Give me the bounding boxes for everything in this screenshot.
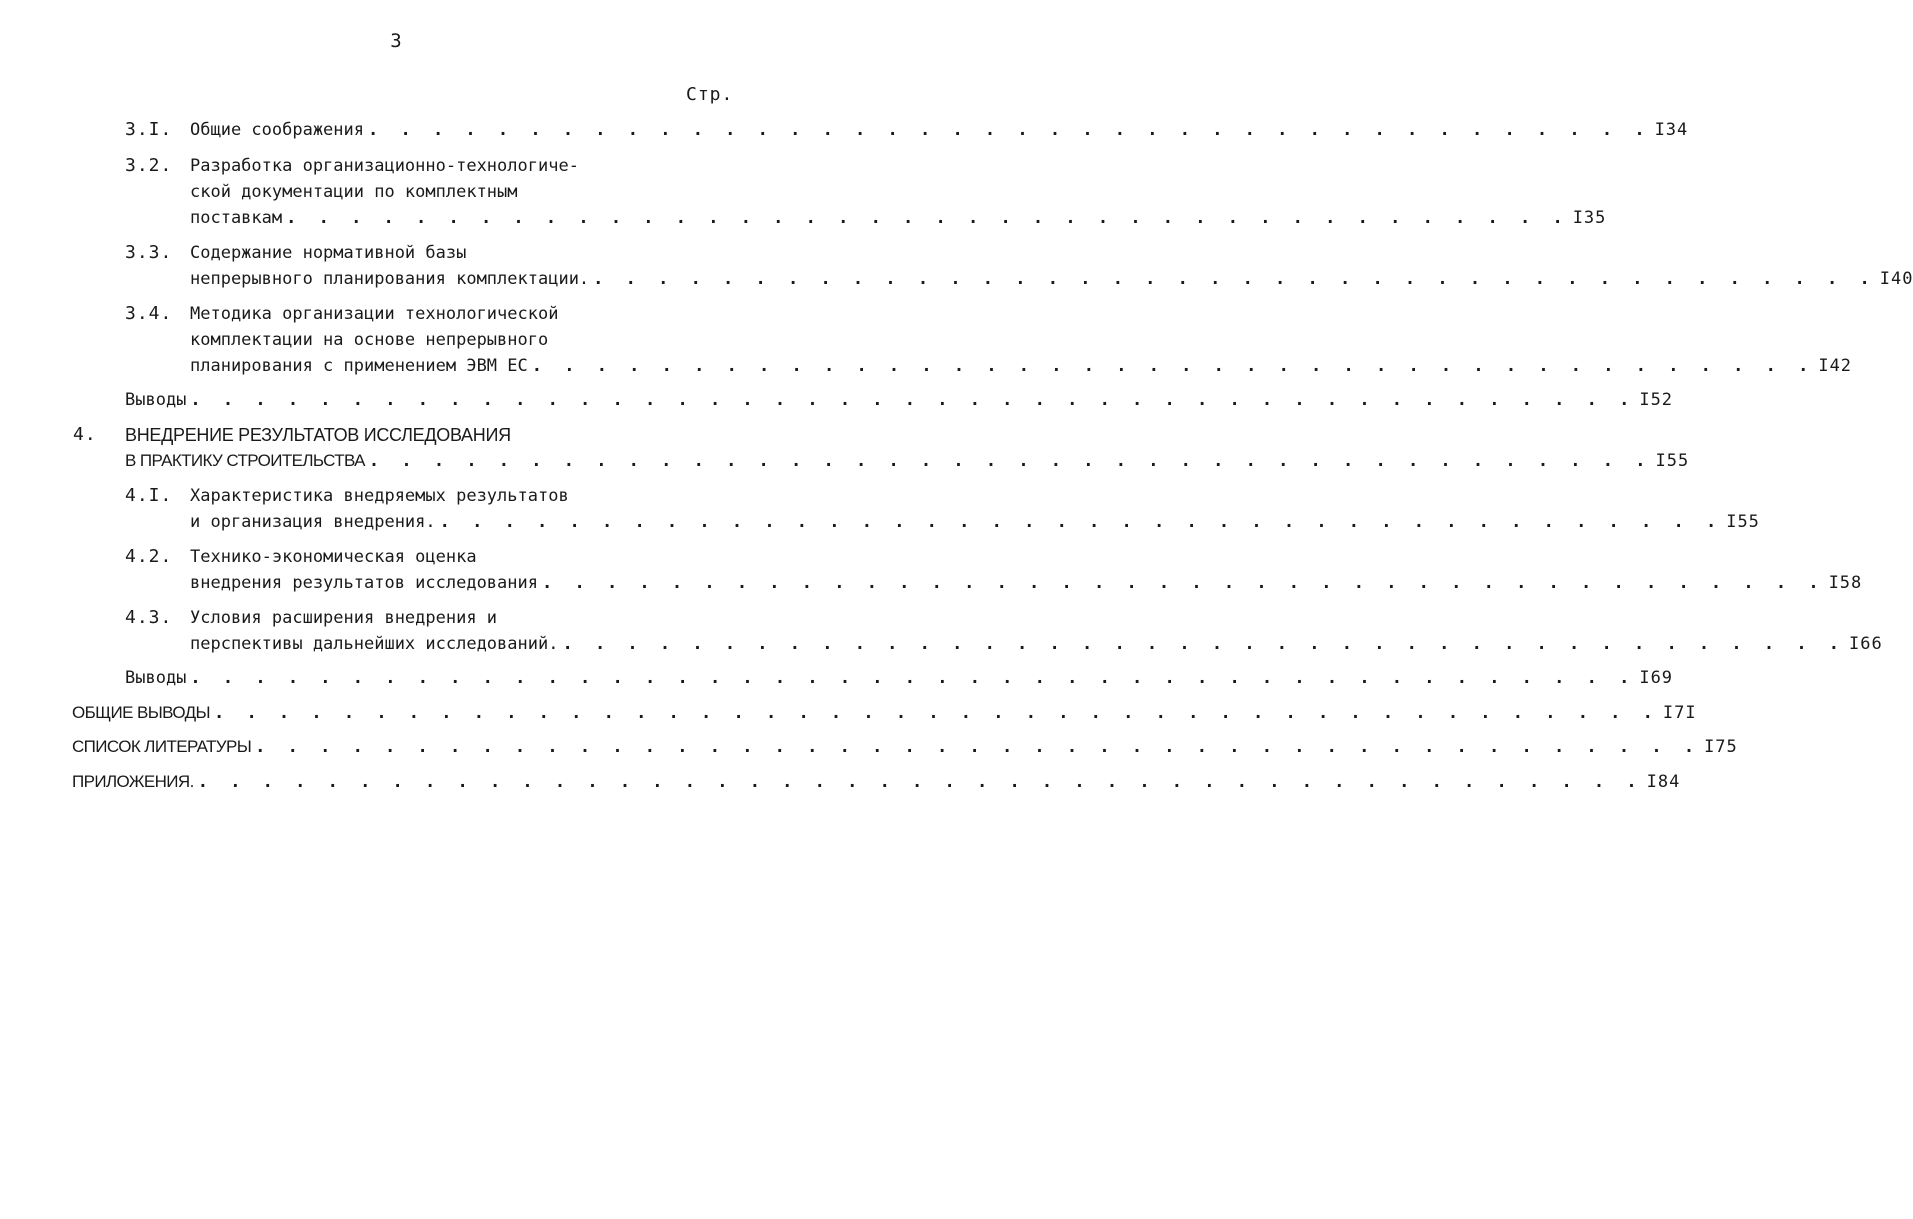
dot-leader: . . . . . . . . . . . . . . . . . . . . . . . . . . . . . . . . . . . . . . . .: [542, 573, 1825, 593]
toc-page-number: I75: [1704, 737, 1738, 757]
toc-entry-conclusions-3[interactable]: [125, 387, 1674, 413]
dot-leader: . . . . . . . . . . . . . . . . . . . . . . . . . . . . . . . . . . . . . . . . . . . . .: [255, 737, 1701, 757]
toc-number: 3.I.: [125, 119, 173, 140]
toc-entry-title: Условия расширения внедрения и: [190, 608, 498, 628]
toc-entry-appendix[interactable]: [72, 769, 1681, 795]
toc-entry-title: перспективы дальнейших исследований.: [190, 634, 559, 654]
toc-page-number: I40: [1879, 269, 1913, 289]
toc-number: 4.I.: [125, 485, 173, 506]
dot-leader: . . . . . . . . . . . . . . . . . . . . . . . . . . . . . . . . . . . . . . . . . . . . .: [213, 703, 1659, 723]
toc-page-number: I84: [1646, 772, 1681, 792]
toc-page-number: I58: [1828, 573, 1863, 593]
dot-leader: . . . . . . . . . . . . . . . . . . . . . . . . . . . . . . . . . . . . . . . . . . . . .: [197, 772, 1643, 792]
toc-entry-3-1[interactable]: [190, 117, 1689, 143]
toc-number: 3.4.: [125, 303, 173, 324]
toc-page-number: I55: [1655, 451, 1690, 471]
dot-leader: . . . . . . . . . . . . . . . . . . . . . . . . . . . . . . . . . . . . . . . .: [439, 512, 1723, 532]
toc-entry-references[interactable]: [72, 734, 1738, 760]
toc-entry-title: Характеристика внедряемых результатов: [190, 486, 569, 506]
toc-chapter-title: В ПРАКТИКУ СТРОИТЕЛЬСТВА: [125, 451, 365, 470]
toc-entry-title: ПРИЛОЖЕНИЯ.: [72, 772, 194, 791]
toc-entry-title: комплектации на основе непрерывного: [190, 330, 549, 350]
toc-entry-title: Общие соображения: [190, 120, 364, 140]
toc-entry-title: поставкам: [190, 208, 283, 228]
toc-page-number: I42: [1818, 356, 1853, 376]
toc-entry-conclusions-4[interactable]: [125, 665, 1674, 691]
dot-leader: . . . . . . . . . . . . . . . . . . . . . . . . . . . . . . . . . . . . . . . .: [286, 208, 1569, 228]
dot-leader: . . . . . . . . . . . . . . . . . . . . . . . . . . . . . . . . . . . . . . . .: [368, 120, 1651, 140]
toc-page-number: I52: [1639, 390, 1674, 410]
toc-entry-4-1[interactable]: [190, 509, 1760, 535]
toc-entry-4-3[interactable]: [190, 631, 1883, 657]
toc-page-number: I35: [1572, 208, 1607, 228]
toc-entry-title: Содержание нормативной базы: [190, 243, 467, 263]
toc-page-number: I69: [1639, 668, 1674, 688]
toc-entry-title: ской документации по комплектным: [190, 182, 518, 202]
toc-number: 3.3.: [125, 242, 173, 263]
dot-leader: . . . . . . . . . . . . . . . . . . . . . . . . . . . . . . . . . . . . . . . .: [593, 269, 1876, 289]
toc-entry-title: Разработка организационно-технологиче-: [190, 156, 579, 176]
toc-entry-title: ОБЩИЕ ВЫВОДЫ: [72, 703, 210, 722]
toc-entry-title: Технико-экономическая оценка: [190, 547, 477, 567]
toc-entry-3-3[interactable]: [190, 266, 1913, 292]
toc-entry-chapter-4[interactable]: [125, 448, 1690, 474]
toc-entry-title: СПИСОК ЛИТЕРАТУРЫ: [72, 737, 252, 756]
toc-chapter-title: ВНЕДРЕНИЕ РЕЗУЛЬТАТОВ ИССЛЕДОВАНИЯ: [125, 425, 511, 445]
toc-number: 4.3.: [125, 607, 173, 628]
toc-entry-title: планирования с применением ЭВМ ЕС: [190, 356, 528, 376]
dot-leader: . . . . . . . . . . . . . . . . . . . . . . . . . . . . . . . . . . . . . . . .: [531, 356, 1815, 376]
dot-leader: . . . . . . . . . . . . . . . . . . . . . . . . . . . . . . . . . . . . . . . .: [368, 451, 1652, 471]
toc-entry-3-2[interactable]: [190, 205, 1607, 231]
toc-entry-title: Методика организации технологической: [190, 304, 559, 324]
toc-entry-general-conclusions[interactable]: [72, 700, 1697, 726]
toc-entry-title: Выводы: [125, 390, 187, 410]
toc-page-number: I34: [1654, 120, 1689, 140]
toc-number: 3.2.: [125, 155, 173, 176]
toc-entry-4-2[interactable]: [190, 570, 1863, 596]
toc-chapter-number: 4.: [73, 424, 97, 445]
toc-entry-3-4[interactable]: [190, 353, 1853, 379]
toc-entry-title: внедрения результатов исследования: [190, 573, 538, 593]
page-column-label: Стр.: [686, 84, 734, 105]
toc-entry-title: Выводы: [125, 668, 187, 688]
toc-number: 4.2.: [125, 546, 173, 567]
toc-page-number: I66: [1849, 634, 1883, 654]
toc-page-number: I55: [1726, 512, 1760, 532]
toc-page-number: I7I: [1662, 703, 1697, 723]
toc-entry-title: непрерывного планирования комплектации.: [190, 269, 590, 289]
dot-leader: . . . . . . . . . . . . . . . . . . . . . . . . . . . . . . . . . . . . . . . .: [562, 634, 1846, 654]
page-number: 3: [390, 30, 403, 52]
dot-leader: . . . . . . . . . . . . . . . . . . . . . . . . . . . . . . . . . . . . . . . . . . . . .: [190, 668, 1636, 688]
toc-entry-title: и организация внедрения.: [190, 512, 436, 532]
dot-leader: . . . . . . . . . . . . . . . . . . . . . . . . . . . . . . . . . . . . . . . . . . . . .: [190, 390, 1636, 410]
